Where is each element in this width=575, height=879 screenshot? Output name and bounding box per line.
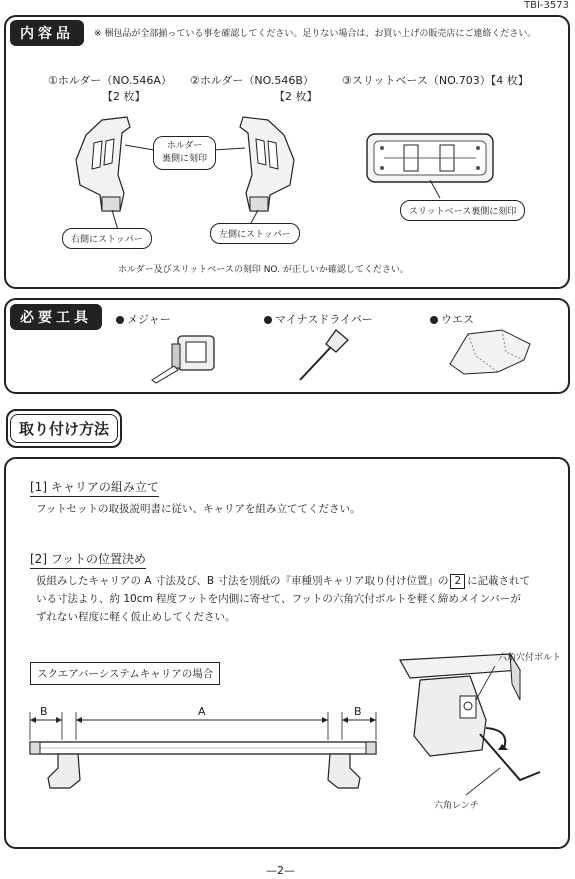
tool-waste-cloth: ウエス <box>430 311 474 327</box>
contents-note: ※ 梱包品が全部揃っている事を確認してください。足りない場合は、お買い上げの販売店にご連絡ください。 <box>94 29 537 39</box>
item2-label: ②ホルダー（NO.546B） <box>190 74 314 87</box>
item1-label: ①ホルダー（NO.546A） <box>48 74 172 87</box>
item1-qty: 【2 枚】 <box>102 90 146 103</box>
hex-bolt-label: 六角穴付ボルト <box>498 653 562 663</box>
dim-a: A <box>198 705 206 718</box>
foot-closeup-illustration <box>390 640 570 820</box>
right-stopper-label: 右側にストッパー <box>62 228 152 249</box>
square-bar-label: スクエアバーシステムキャリアの場合 <box>30 662 220 685</box>
step1-text: フットセットの取扱説明書に従い、キャリアを組み立ててください。 <box>36 503 361 515</box>
item3-label: ③スリットベース（NO.703）【4 枚】 <box>342 74 529 87</box>
step2-title: [2] フットの位置決め <box>30 550 146 569</box>
doc-code: TBI-3573 <box>524 0 569 11</box>
contents-footer-note: ホルダー及びスリットベースの刻印 NO. が正しいか確認してください。 <box>118 265 409 275</box>
tools-tag: 必要工具 <box>10 304 102 330</box>
step1-title: [1] キャリアの組み立て <box>30 478 159 497</box>
contents-tag: 内容品 <box>10 20 84 46</box>
method-title: 取り付け方法 <box>6 409 122 448</box>
dim-b-right: B <box>354 705 362 718</box>
item2-qty: 【2 枚】 <box>274 90 318 103</box>
hex-wrench-label: 六角レンチ <box>434 801 479 811</box>
tool-screwdriver: マイナスドライバー <box>264 311 373 327</box>
tool-measure: メジャー <box>116 311 171 327</box>
ref-number-box: 2 <box>450 574 465 589</box>
engrave-label: ホルダー 裏側に刻印 <box>153 136 216 170</box>
page-number: —2— <box>266 864 295 877</box>
dim-b-left: B <box>40 705 48 718</box>
slit-engrave-label: スリットベース裏側に刻印 <box>400 200 525 221</box>
step2-text: 仮組みしたキャリアの A 寸法及び、B 寸法を別紙の『車種別キャリア取り付け位置』の 2 に記載されて いる寸法より、約 10cm 程度フットを内側に寄せて、フットの六角穴付ボルトを軽く締めメインバーが ずれない程度に軽く仮止めしてください。 <box>36 575 531 623</box>
left-stopper-label: 左側にストッパー <box>210 223 300 244</box>
